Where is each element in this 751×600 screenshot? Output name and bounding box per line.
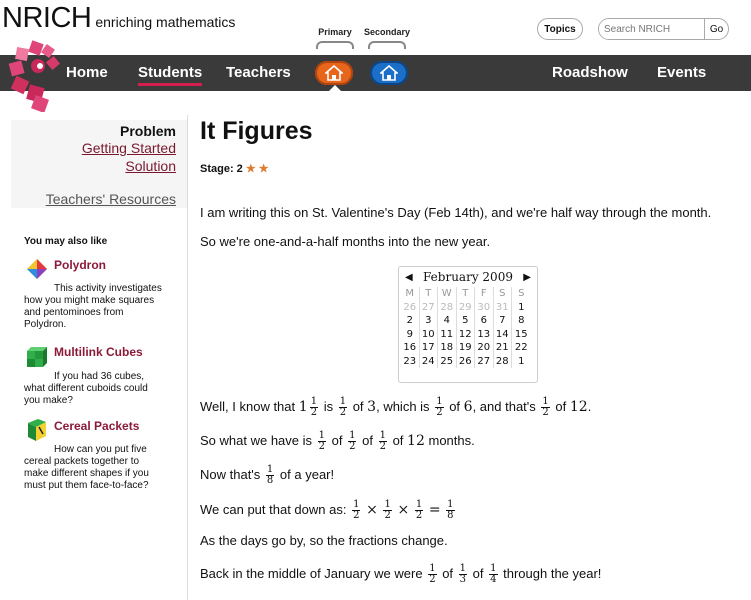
calendar-day[interactable]: 18	[438, 341, 457, 355]
calendar-day[interactable]: 31	[494, 301, 513, 315]
secondary-label: Secondary	[364, 27, 411, 37]
also-like-heading: You may also like	[24, 236, 108, 247]
calendar-day[interactable]: 1	[518, 355, 525, 367]
primary-switch[interactable]	[316, 27, 354, 49]
fraction	[339, 397, 347, 418]
sidebar	[0, 115, 188, 600]
calendar-day[interactable]: 3	[420, 314, 439, 328]
calendar-day-header: S	[494, 287, 513, 301]
related-desc-line: how you might make squares	[24, 295, 155, 306]
hook-icon	[368, 41, 406, 49]
related-desc-line: and pentominoes from	[24, 307, 124, 318]
calendar-day[interactable]: 26	[401, 301, 420, 315]
house-icon	[380, 65, 398, 81]
fraction-denominator: 2	[353, 510, 360, 521]
solution-link[interactable]: Solution	[125, 158, 176, 174]
calendar-day[interactable]: 29	[457, 301, 476, 315]
getting-started-link[interactable]: Getting Started	[81, 140, 176, 156]
fraction-numerator: 1	[339, 396, 347, 407]
calendar-day[interactable]: 11	[438, 328, 457, 342]
text-run: of	[442, 565, 454, 581]
math-number: 12	[569, 398, 588, 415]
fraction-numerator: 1	[266, 464, 274, 475]
related-desc-line: you make?	[24, 395, 73, 406]
fraction-numerator: 1	[429, 563, 436, 574]
fraction	[383, 500, 391, 521]
fraction-numerator: 1	[436, 396, 443, 407]
text-run: of a year!	[279, 466, 335, 482]
fraction	[489, 564, 497, 585]
fraction-line	[200, 465, 334, 486]
related-desc-line: make different shapes if you	[24, 468, 149, 479]
calendar-day-header: M	[401, 287, 420, 301]
equals-sign: =	[428, 501, 441, 518]
fraction-numerator: 1	[459, 563, 467, 574]
calendar-day-header: S	[518, 288, 525, 299]
fraction	[428, 564, 436, 585]
star-icon: ★ ★	[245, 163, 269, 175]
calendar-day-header: T	[457, 287, 476, 301]
main-content	[200, 115, 750, 585]
calendar-day-header: T	[420, 287, 439, 301]
times-sign: ×	[397, 501, 410, 518]
fraction	[266, 465, 274, 486]
fraction-numerator: 1	[379, 430, 386, 441]
next-month-icon[interactable]: ▶	[523, 271, 531, 283]
paragraph: So we're one-and-a-half months into the new year.	[200, 234, 491, 249]
calendar-day[interactable]: 27	[475, 355, 494, 369]
text-run: Back in the middle of January we were	[200, 565, 423, 581]
fraction-denominator: 3	[459, 574, 467, 585]
active-pointer	[328, 85, 342, 92]
text-run: of	[472, 565, 484, 581]
related-desc-line: This activity investigates	[54, 283, 162, 294]
related-title[interactable]: Cereal Packets	[54, 419, 140, 433]
fraction-line	[200, 564, 601, 585]
calendar-grid	[401, 287, 537, 368]
paragraph: I am writing this on St. Valentine's Day (Feb 14th), and we're half way through the month.	[200, 205, 712, 220]
hook-icon	[316, 41, 354, 49]
calendar-widget	[398, 266, 538, 383]
text-run: Well, I know that	[200, 398, 296, 414]
search-go-button[interactable]: Go	[704, 19, 728, 39]
paragraph: As the days go by, so the fractions change.	[200, 533, 448, 548]
primary-label: Primary	[318, 27, 352, 37]
calendar-header	[399, 267, 537, 287]
calendar-day[interactable]: 6	[475, 314, 494, 328]
calendar-day[interactable]: 2	[401, 314, 420, 328]
text-run: through the year!	[503, 565, 602, 581]
related-desc-line: cereal packets together to	[24, 456, 140, 467]
fraction-numerator: 1	[447, 499, 454, 510]
math-number: 1	[298, 398, 308, 415]
logo-text: NRICH	[2, 2, 92, 34]
text-run: of	[331, 432, 343, 448]
search-box	[598, 18, 729, 40]
fraction-numerator: 1	[490, 563, 497, 574]
nrich-spiral-logo[interactable]	[8, 40, 64, 112]
text-run: So what we have is	[200, 432, 313, 448]
related-desc-line: must put them face-to-face?	[24, 480, 149, 491]
calendar-day[interactable]: 26	[457, 355, 476, 369]
related-desc-line: If you had 36 cubes,	[54, 371, 145, 382]
calendar-day[interactable]: 14	[494, 328, 513, 342]
calendar-day-header: W	[438, 287, 457, 301]
calendar-day[interactable]: 7	[494, 314, 513, 328]
prev-month-icon[interactable]: ◀	[405, 271, 413, 283]
secondary-home-button[interactable]	[370, 61, 408, 85]
calendar-day[interactable]: 19	[457, 341, 476, 355]
text-run: of	[392, 432, 404, 448]
related-title[interactable]: Multilink Cubes	[54, 345, 143, 359]
calendar-day-header: F	[475, 287, 494, 301]
fraction-denominator: 2	[339, 407, 347, 418]
fraction-numerator: 1	[384, 499, 391, 510]
fraction	[318, 431, 326, 452]
calendar-day[interactable]: 30	[475, 301, 494, 315]
site-logo[interactable]	[2, 2, 235, 35]
fraction-numerator: 1	[542, 396, 549, 407]
calendar-day[interactable]: 22	[514, 342, 528, 353]
fraction	[379, 431, 387, 452]
stage-indicator	[200, 162, 750, 175]
house-icon	[325, 65, 343, 81]
fraction-line	[200, 500, 457, 521]
text-run: We can put that down as:	[200, 501, 347, 517]
nav-home[interactable]: Home	[66, 64, 108, 81]
fraction	[435, 397, 443, 418]
text-run: of	[352, 398, 364, 414]
calendar-day[interactable]: 28	[494, 355, 513, 369]
fraction-denominator: 8	[266, 475, 274, 486]
fraction	[310, 397, 318, 418]
fraction-numerator: 1	[310, 396, 318, 407]
fraction-numerator: 1	[349, 430, 356, 441]
tagline: enriching mathematics	[95, 14, 236, 30]
calendar-day[interactable]: 20	[475, 341, 494, 355]
text-run: of	[449, 398, 461, 414]
fraction-denominator: 8	[447, 510, 454, 521]
calendar-day[interactable]: 17	[420, 341, 439, 355]
text-run: months.	[428, 432, 475, 448]
nav-students[interactable]: Students	[138, 64, 202, 86]
fraction-denominator: 2	[542, 407, 549, 418]
fraction-denominator: 2	[429, 574, 436, 585]
topics-button[interactable]: Topics	[537, 18, 583, 40]
search-input[interactable]	[599, 19, 704, 39]
fraction-denominator: 2	[310, 407, 318, 418]
fraction	[446, 500, 454, 521]
calendar-day[interactable]: 15	[514, 328, 528, 340]
multilink-cubes-icon	[26, 345, 48, 367]
math-number: 3	[367, 398, 377, 415]
problem-nav	[11, 120, 187, 208]
text-run: is	[323, 398, 334, 414]
math-number: 6	[463, 398, 473, 415]
calendar-day[interactable]: 5	[457, 314, 476, 328]
fraction-denominator: 2	[436, 407, 443, 418]
nav-roadshow[interactable]: Roadshow	[552, 64, 628, 81]
related-desc-line: How can you put five	[54, 444, 147, 455]
calendar-day[interactable]: 8	[518, 315, 525, 326]
fraction	[541, 397, 549, 418]
fraction-denominator: 2	[415, 510, 423, 521]
fraction-line	[200, 431, 475, 452]
text-run: , which is	[376, 398, 430, 414]
calendar-day[interactable]: 9	[401, 328, 420, 342]
text-run: of	[362, 432, 373, 448]
calendar-day[interactable]: 28	[438, 301, 457, 315]
secondary-switch[interactable]	[364, 27, 410, 49]
fraction	[415, 500, 423, 521]
related-desc-line: Polydron.	[24, 319, 67, 330]
times-sign: ×	[366, 501, 378, 518]
fraction-denominator: 4	[490, 574, 497, 585]
calendar-day[interactable]: 27	[420, 301, 439, 315]
text-run: , and that's	[472, 398, 536, 414]
problem-heading: Problem	[119, 123, 176, 139]
calendar-month: February 2009	[423, 270, 513, 284]
calendar-day[interactable]: 16	[401, 341, 420, 355]
calendar-day[interactable]: 4	[438, 314, 457, 328]
polydron-icon	[26, 258, 48, 280]
fraction-numerator: 1	[353, 499, 360, 510]
math-number: 12	[407, 432, 425, 449]
fraction	[352, 500, 360, 521]
stage-label: Stage: 2	[200, 163, 243, 175]
fraction-denominator: 2	[379, 441, 386, 452]
calendar-day[interactable]: 25	[438, 355, 457, 369]
fraction	[348, 431, 356, 452]
fraction-numerator: 1	[415, 499, 423, 510]
calendar-day[interactable]: 12	[457, 328, 476, 342]
fraction-numerator: 1	[318, 430, 326, 441]
main-navbar	[0, 55, 751, 91]
fraction-denominator: 2	[349, 441, 356, 452]
related-title[interactable]: Polydron	[54, 258, 107, 272]
calendar-day[interactable]: 10	[420, 328, 439, 342]
fraction-denominator: 2	[318, 441, 326, 452]
fraction-line: Well, I know that 1 $\frac{1}{2}$ is $\frac{1}{2}$ of 3, which is $\frac{1}{2}$ of 6, and that's $\frac{1}{2}$ of 12.	[200, 396, 592, 418]
nav-events[interactable]: Events	[657, 64, 707, 81]
calendar-day[interactable]: 21	[494, 341, 513, 355]
teachers-resources-link[interactable]: Teachers' Resources	[45, 191, 176, 207]
cereal-packets-icon	[26, 419, 48, 441]
calendar-day[interactable]: 24	[420, 355, 439, 369]
fraction	[459, 564, 467, 585]
fraction-denominator: 2	[384, 510, 391, 521]
calendar-day[interactable]: 23	[401, 355, 420, 369]
primary-home-button[interactable]	[315, 61, 353, 85]
page-title: It Figures	[200, 117, 313, 145]
related-desc-line: what different cuboids could	[24, 383, 148, 394]
text-run: of	[555, 398, 567, 414]
text-run: Now that's	[200, 466, 261, 482]
calendar-day[interactable]: 13	[475, 328, 494, 342]
calendar-day[interactable]: 1	[518, 301, 525, 313]
nav-teachers[interactable]: Teachers	[226, 64, 291, 81]
